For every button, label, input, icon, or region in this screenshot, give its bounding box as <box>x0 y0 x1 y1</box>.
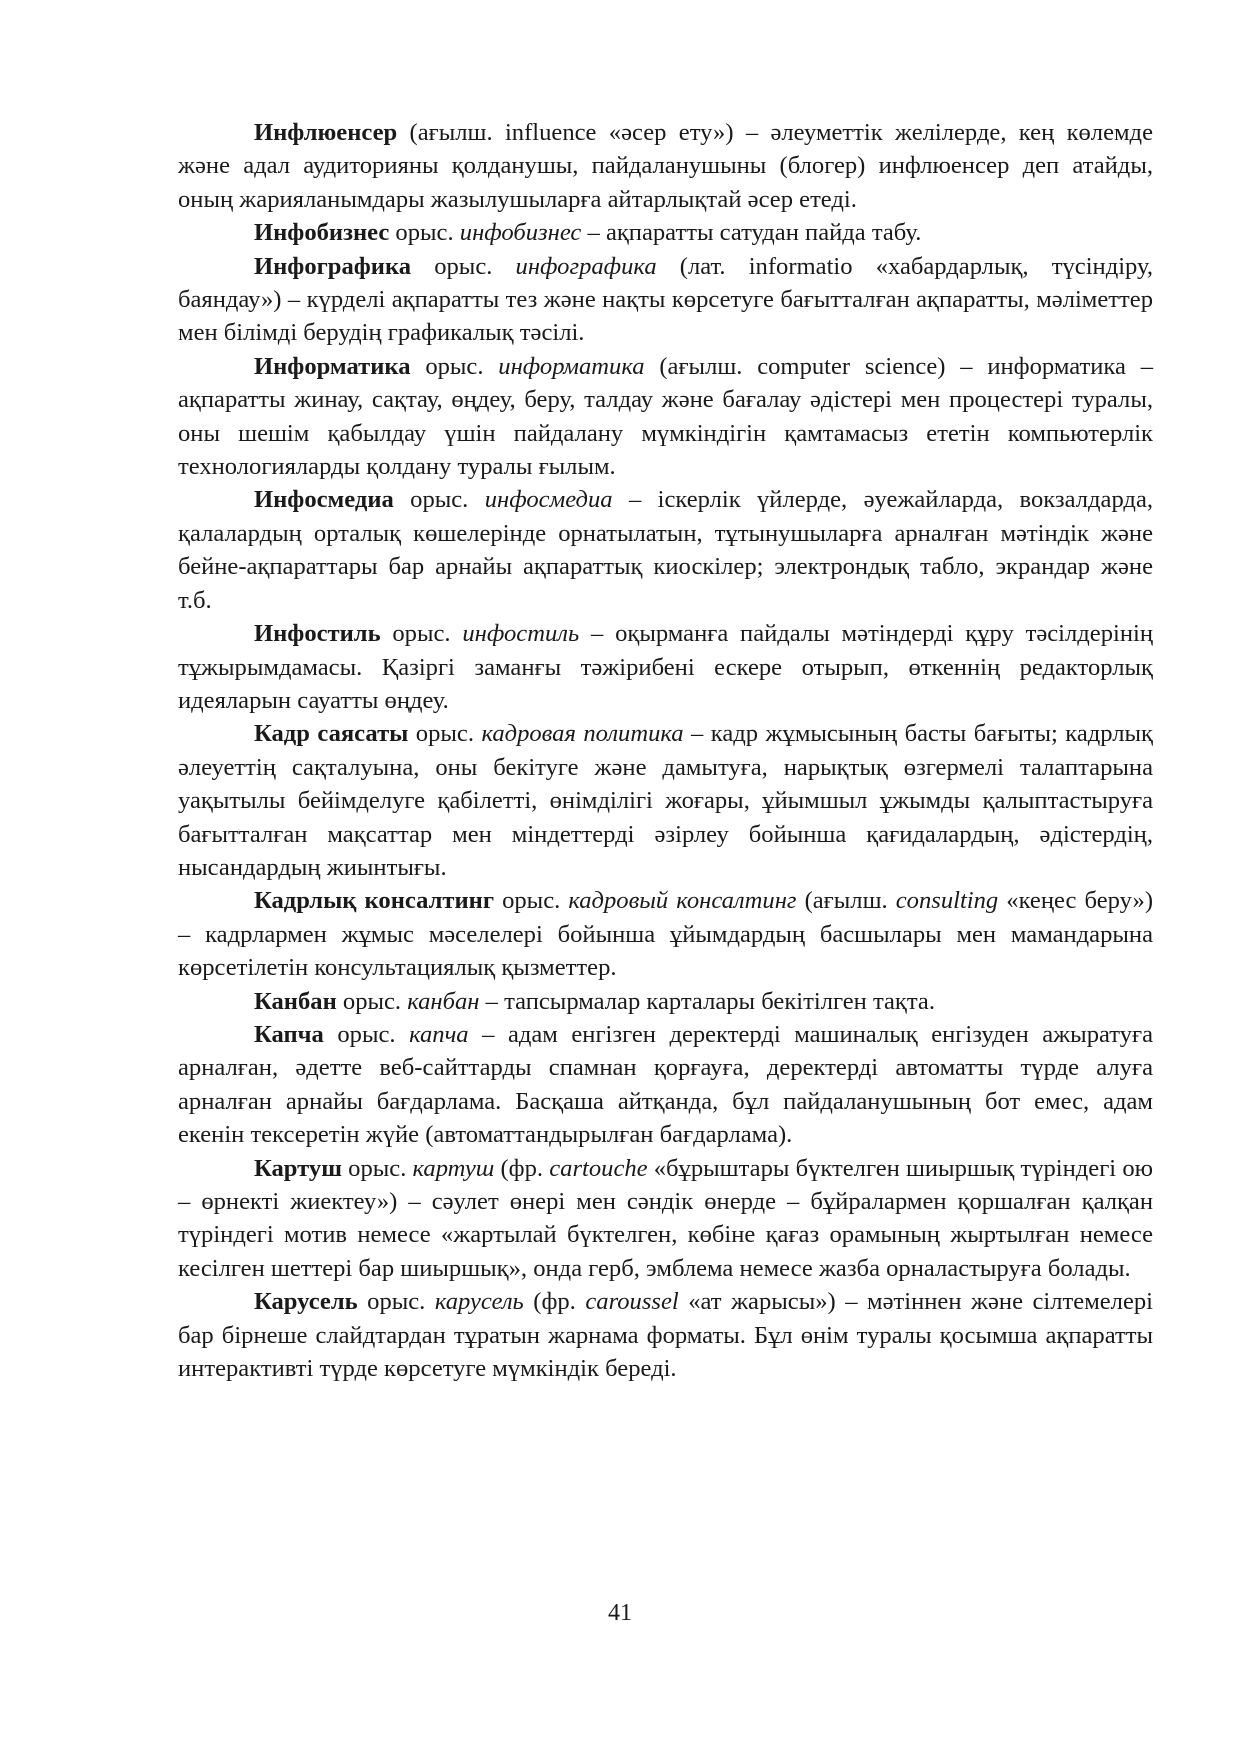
entry-text: (лат. informatio «хабардарлық, түсіндіру, баяндау») – күрделі ақпаратты тез және нақты көрсетуге бағытталған ақпаратты, мәліметтер мен білімді берудің графикалық тәсілі. <box>178 252 1153 347</box>
entry-text: орыс. <box>411 252 516 280</box>
entry-italic-text: consulting <box>895 887 999 915</box>
entry-text: орыс. <box>494 887 569 915</box>
glossary-entry <box>178 483 1153 617</box>
entry-text: «бұрыштары бүктелген шиыршық түріндегі ою – өрнекті жиектеу») – сәулет өнері мен сәндік өнерде – бұйралармен қоршалған қалқан түріндегі мотив немесе «жартылай бүктелген, көбіне қағаз орамының жыртылған немесе кесілген шеттері бар шиыршық», онда герб, эмблема немесе жазба орналастыруға болады. <box>178 1154 1153 1282</box>
entry-text: орыс. <box>357 1288 435 1316</box>
entry-term: Карусель <box>254 1288 358 1316</box>
entry-text: орыс. <box>389 219 460 247</box>
entry-italic-text: cartouche <box>549 1154 648 1182</box>
entry-term: Картуш <box>254 1154 342 1182</box>
entry-term: Информатика <box>254 352 411 380</box>
glossary-entry <box>178 1285 1153 1385</box>
entry-text: орыс. <box>323 1020 410 1048</box>
glossary-entry <box>178 884 1153 984</box>
entry-italic-text: карусель <box>434 1288 524 1316</box>
entry-text: – кадр жұмысының басты бағыты; кадрлық әлеуеттің сақталуына, оны бекітуге және дамытуға, нарықтық өзгермелі талаптарына уақытылы бейімделуге қабілетті, өнімділігі жоғары, ұйымшыл ұжымды қалыптастыруға бағытталған мақсаттар мен міндеттерді әзірлеу бойынша қағидалардың, әдістердің, нысандардың жиынтығы. <box>178 720 1154 881</box>
entry-text: (ағылш. influence «әсер ету») – әлеуметтік желілерде, кең көлемде және адал аудиторияны қолданушы, пайдаланушыны (блогер) инфлюенсер деп атайды, оның жарияланымдары жазылушыларға айтарлықтай әсер етеді. <box>178 119 1153 213</box>
entry-italic-text: инфобизнес <box>459 219 582 247</box>
glossary-entry <box>178 1152 1153 1286</box>
entry-term: Инфобизнес <box>254 219 390 247</box>
entry-text: – оқырманға пайдалы мәтіндерді құру тәсілдерінің тұжырымдамасы. Қазіргі заманғы тәжірибені ескере отырып, өткеннің редакторлық идеяларын сауатты өңдеу. <box>178 620 1154 714</box>
entry-term: Инфлюенсер <box>254 119 398 146</box>
glossary-entries <box>178 116 1153 1385</box>
glossary-entry <box>178 216 1153 249</box>
glossary-entry <box>178 985 1153 1018</box>
entry-text: – іскерлік үйлерде, әуежайларда, вокзалдарда, қалалардың орталық көшелерінде орнатылатын, тұтынушыларға арналған мәтіндік және бейне-ақпараттары бар арнайы ақпараттық киоскілер; электрондық табло, экрандар және т.б. <box>178 486 1154 614</box>
glossary-entry <box>178 1018 1153 1152</box>
entry-italic-text: кадровая политика <box>481 720 684 748</box>
entry-italic-text: капча <box>409 1020 469 1048</box>
glossary-entry <box>178 250 1153 350</box>
entry-term: Капча <box>254 1020 324 1048</box>
entry-text: – ақпаратты сатудан пайда табу. <box>581 219 922 247</box>
entry-text: орыс. <box>408 720 482 748</box>
glossary-entry <box>178 116 1153 216</box>
page-number: 41 <box>608 1600 632 1626</box>
glossary-entry <box>178 617 1153 717</box>
entry-italic-text: инфографика <box>515 252 657 280</box>
entry-text: – адам енгізген деректерді машиналық енгізуден ажыратуға арналған, әдетте веб-сайттарды спамнан қорғауға, деректерді автоматты түрде алуға арналған арнайы бағдарлама. Басқаша айтқанда, бұл пайдаланушының бот емес, адам екенін тексеретін жүйе (автоматтандырылған бағдарлама). <box>178 1020 1154 1149</box>
entry-text: (ағылш. <box>796 887 896 915</box>
entry-italic-text: кадровый консалтинг <box>568 887 797 915</box>
glossary-entry <box>178 717 1153 884</box>
entry-term: Инфостиль <box>254 620 381 648</box>
entry-term: Канбан <box>254 987 337 1015</box>
entry-italic-text: информатика <box>498 352 645 380</box>
entry-text: «ат жарысы») – мәтіннен және сілтемелері бар бірнеше слайдтардан тұратын жарнама форматы. Бұл өнім туралы қосымша ақпаратты интерактивті түрде көрсетуге мүмкіндік береді. <box>178 1288 1153 1383</box>
entry-text: (фр. <box>494 1154 550 1182</box>
entry-term: Инфографика <box>254 252 412 280</box>
entry-term: Кадр саясаты <box>254 720 409 748</box>
entry-text: орыс. <box>336 987 408 1015</box>
entry-text: (ағылш. computer science) – информатика – ақпаратты жинау, сақтау, өңдеу, беру, талдау және бағалау әдістері мен процестері туралы, оны шешім қабылдау үшін пайдалану мүмкіндігін қамтамасыз ететін компьютерлік технологияларды қолдану туралы ғылым. <box>178 352 1153 481</box>
entry-text: орыс. <box>393 486 485 514</box>
entry-italic-text: канбан <box>407 987 480 1015</box>
entry-text: (фр. <box>523 1288 586 1316</box>
glossary-entry <box>178 350 1153 484</box>
entry-italic-text: caroussel <box>585 1288 679 1316</box>
entry-text: орыс. <box>341 1154 413 1182</box>
entry-term: Кадрлық консалтинг <box>254 887 494 915</box>
entry-italic-text: инфосмедиа <box>484 486 613 514</box>
entry-text: орыс. <box>380 620 463 648</box>
entry-italic-text: картуш <box>412 1154 495 1182</box>
entry-text: орыс. <box>410 352 499 380</box>
entry-term: Инфосмедиа <box>254 486 394 514</box>
entry-text: «кеңес беру») – кадрлармен жұмыс мәселелері бойынша ұйымдардың басшылары мен мамандарына көрсетілетін консультациялық қызметтер. <box>178 887 1154 982</box>
entry-italic-text: инфостиль <box>462 620 580 648</box>
entry-text: – тапсырмалар карталары бекітілген тақта. <box>479 987 935 1015</box>
glossary-page <box>178 116 1153 1385</box>
